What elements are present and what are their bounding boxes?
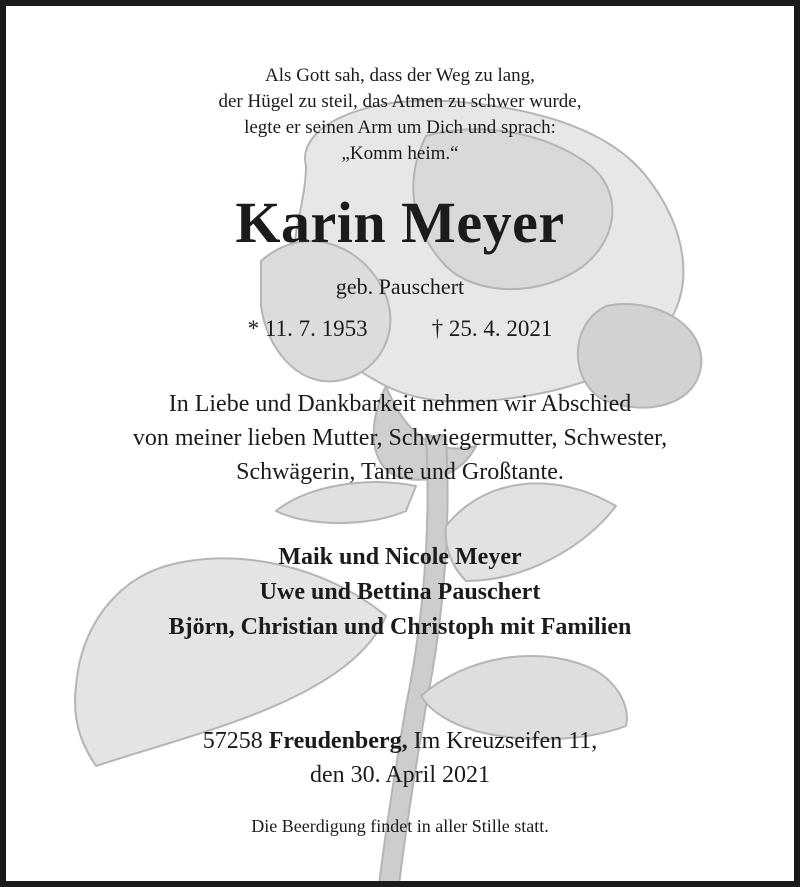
obituary-content (6, 6, 794, 881)
address-line (6, 724, 794, 758)
verse-line-1: Als Gott sah, dass der Weg zu lang, (265, 65, 535, 86)
farewell-line-1: In Liebe und Dankbarkeit nehmen wir Abschied (168, 391, 632, 417)
mourner-line-1: Maik und Nicole Meyer (278, 544, 522, 570)
death-date: † 25. 4. 2021 (431, 316, 553, 341)
farewell-line-3: Schwägerin, Tante und Großtante. (236, 459, 564, 485)
farewell-line-2: von meiner lieben Mutter, Schwiegermutter, Schwester, (132, 425, 668, 451)
deceased-name: Karin Meyer (235, 190, 565, 255)
city: Freudenberg, (268, 728, 408, 754)
life-dates (6, 316, 794, 342)
mourner-line-3: Björn, Christian und Christoph mit Familien (168, 614, 632, 640)
postcode: 57258 (202, 728, 263, 754)
verse-line-3: legte er seinen Arm um Dich und sprach: (244, 117, 556, 138)
verse-line-2: der Hügel zu steil, das Atmen zu schwer wurde, (218, 91, 582, 112)
birth-name: geb. Pauschert (335, 274, 465, 299)
birth-date: * 11. 7. 1953 (247, 316, 368, 341)
funeral-note: Die Beerdigung findet in aller Stille statt. (251, 816, 549, 836)
verse-line-4: „Komm heim.“ (341, 143, 459, 164)
mourner-line-2: Uwe und Bettina Pauschert (259, 579, 541, 605)
street: Im Kreuzseifen 11, (413, 728, 598, 754)
date-line: den 30. April 2021 (310, 762, 490, 788)
